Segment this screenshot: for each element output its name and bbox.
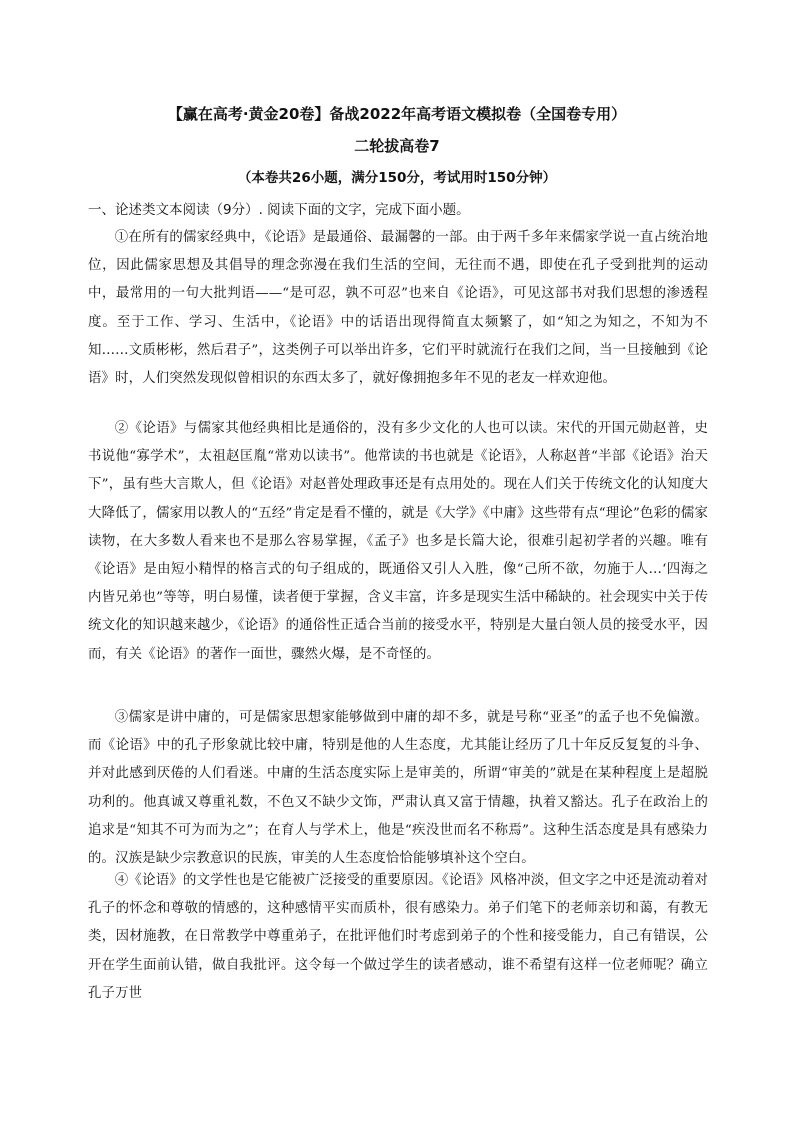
section-heading: 一、论述类文本阅读（9分）. 阅读下面的文字，完成下面小题。 [88, 202, 470, 218]
paragraph-1: ①在所有的儒家经典中，《论语》是最通俗、最漏馨的一部。由于两千多年来儒家学说一直占统治地位，因此儒家思想及其倡导的理念弥漫在我们生活的空间，无往而不遇，即使在孔子受到批判的运动中，最常用的一句大批判语——“是可忍，孰不可忍”也来自《论语》，可见这部书对我们思想的渗透程度。至于工作、学习、生活中，《论语》中的话语出现得简直太频繁了，如“知之为知之，不知为不知……文质彬彬，然后君子”，这类例子可以举出许多，它们平时就流行在我们之间，当一旦接触到《论语》时，人们突然发现似曾相识的东西太多了，就好像拥抱多年不见的老友一样欢迎他。 [88, 230, 708, 387]
paragraph-4: ④《论语》的文学性也是它能被广泛接受的重要原因。《论语》风格冲淡，但文字之中还是流动着对孔子的怀念和尊敬的情感的，这种感情平实而质朴，很有感染力。弟子们笔下的老师亲切和蔼，有教无类，因材施教，在日常教学中尊重弟子，在批评他们时考虑到弟子的个性和接受能力，自己有错误，公开在学生面前认错，做自我批评。这令每一个做过学生的读者感动，谁不希望有这样一位老师呢？确立孔子万世 [88, 873, 708, 1001]
exam-title: 【赢在高考·黄金20卷】备战2022年高考语文模拟卷（全国卷专用） [167, 105, 627, 123]
exam-subtitle: 二轮拔高卷7 [354, 137, 440, 155]
paragraph-2: ②《论语》与儒家其他经典相比是通俗的，没有多少文化的人也可以读。宋代的开国元勋赵普，史书说他“寡学术”，太祖赵匡胤“常劝以读书”。他常读的书也就是《论语》，人称赵普“半部《论语》治天下”，虽有些大言欺人，但《论语》对赵普处理政事还是有点用处的。现在人们关于传统文化的认知度大大降低了，儒家用以教人的“五经”肯定是看不懂的，就是《大学》《中庸》这些带有点“理论”色彩的儒家读物，在大多数人看来也不是那么容易掌握，《孟子》也多是长篇大论，很难引起初学者的兴趣。唯有《论语》是由短小精悍的格言式的句子组成的，既通俗又引人入胜，像“己所不欲，勿施于人…‘四海之内皆兄弟也”等等，明白易懂，读者便于掌握，含义丰富，许多是现实生活中稀缺的。社会现实中关于传统文化的知识越来越少，《论语》的通俗性正适合当前的接受水平，特别是大量白领人员的接受水平，因而，有关《论语》的著作一面世，骤然火爆，是不奇怪的。 [88, 421, 708, 662]
exam-info: （本卷共26小题，满分150分，考试用时150分钟） [237, 170, 557, 186]
paragraph-3: ③儒家是讲中庸的，可是儒家思想家能够做到中庸的却不多，就是号称“亚圣”的孟子也不免偏激。而《论语》中的孔子形象就比较中庸，特别是他的人生态度，尤其能让经历了几十年反反复复的斗争、并对此感到厌倦的人们看迷。中庸的生活态度实际上是审美的，所谓“审美的”就是在某种程度上是超脱功利的。他真诚又尊重礼数，不色又不缺少文饰，严肃认真又富于情趣，执着又豁达。孔子在政治上的追求是“知其不可为而为之”；在育人与学术上，他是“疾没世而名不称焉”。这种生活态度是具有感染力的。汉族是缺少宗教意识的民族，审美的人生态度恰恰能够填补这个空白。 [88, 710, 708, 867]
